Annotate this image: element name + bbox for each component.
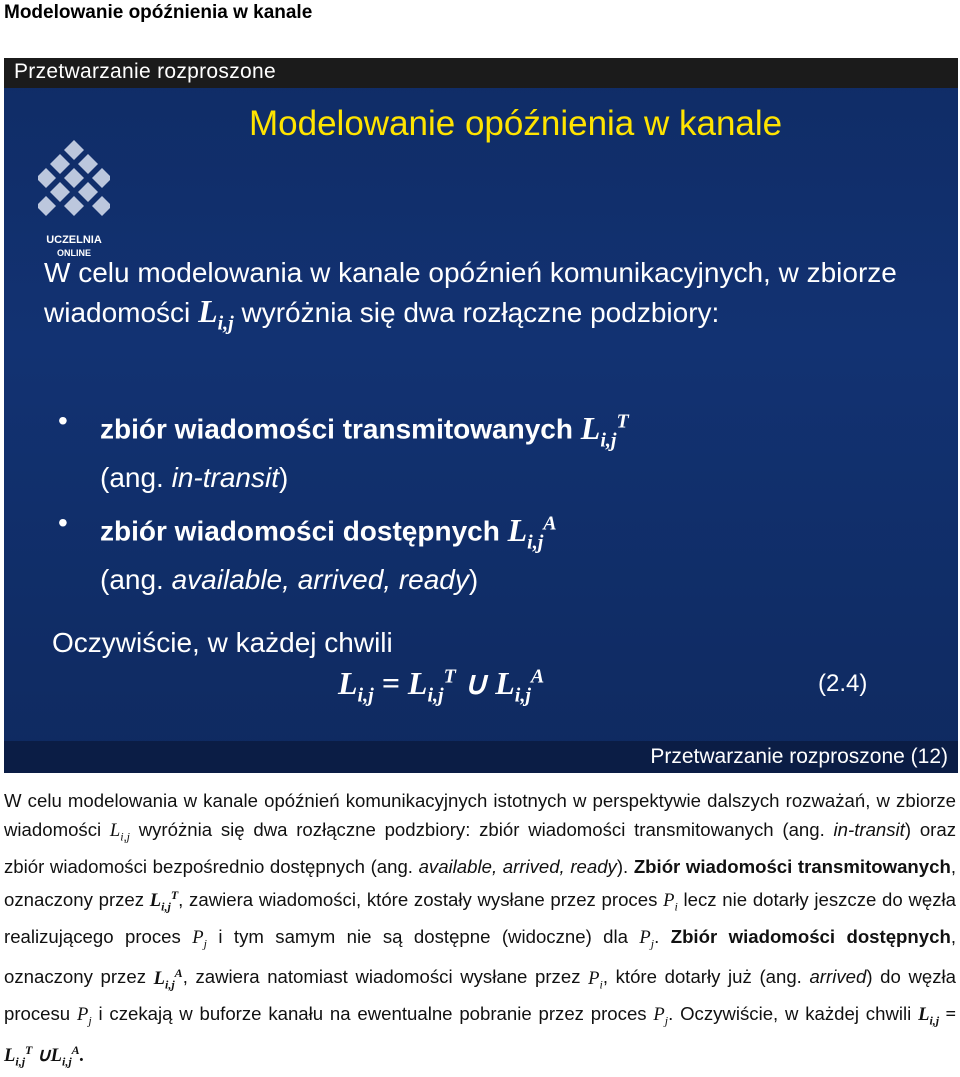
logo-text-online: ONLINE xyxy=(56,248,91,258)
symbol-lij-a: $L_{i,j}^A$ xyxy=(507,511,557,554)
slide-topbar-title: Przetwarzanie rozproszone xyxy=(14,60,276,83)
slide-conclusion: Oczywiście, w każdej chwili xyxy=(52,627,393,658)
slide: Przetwarzanie rozproszone UCZELNIA ONLINE Modelowanie opóźnienia w kanale W celu modelowania w kanale opóźnień komunikacyjnych, w zbiorze wiadomości $L_{i,j}$ wyróżnia się dwa rozłączne podzbiory: • zbiór wiadomości transmitowanych $L_{i,j}^T$ (ang. in-transit) • zbiór wiadomości dostępnych $L_{i,j}^A$ (ang. available, arrived, ready) Oczywiście, w każdej chwili $L_{i,j} = L_{i,j}^T$ ∪ $L_{i,j}^A$ (2.4) Przetwarzanie rozproszone (12) xyxy=(4,58,958,773)
symbol-lij: $L_{i,j}$ xyxy=(109,820,130,844)
slide-footer-text: Przetwarzanie rozproszone (12) xyxy=(650,745,948,768)
symbol-lij-a: $L_{i,j}^A$ xyxy=(153,965,183,992)
intro-text-end: wyróżnia się dwa rozłączne podzbiory: xyxy=(233,297,720,328)
slide-topbar xyxy=(4,58,958,88)
body-paragraph: W celu modelowania w kanale opóźnień komunikacyjnych istotnych w perspektywie dalszych rozważań, w zbiorze wiadomości $L_{i,j}$ wyróżnia się dwa rozłączne podzbiory: zbiór wiadomości transmitowanych (ang. in-transit) oraz zbiór wiadomości bezpośrednio dostępnych (ang. available, arrived, ready). Zbiór wiadomości transmitowanych, oznaczony przez $L_{i,j}^T$, zawiera wiadomości, które zostały wysłane przez proces $P_i$ lecz nie dotarły jeszcze do węzła realizującego proces $P_j$ i tym samym nie są dostępne (widoczne) dla $P_j$. Zbiór wiadomości dostępnych, oznaczony przez $L_{i,j}^A$, zawiera natomiast wiadomości wysłane przez $P_i$, które dotarły już (ang. arrived) do węzła procesu $P_j$ i czekają w buforze kanału na ewentualne pobranie przez proces $P_j$. Oczywiście, w każdej chwili $L_{i,j} = L_{i,j}^T$ $\cup L_{i,j}^A$. xyxy=(4,790,956,1069)
bullet-dot: • xyxy=(58,507,68,538)
symbol-pi: $P_i$ xyxy=(663,889,678,914)
logo-text-uczelnia: UCZELNIA xyxy=(46,234,102,246)
grid-logo-icon xyxy=(38,138,110,230)
symbol-pj: $P_j$ xyxy=(76,1004,92,1028)
slide-intro xyxy=(44,254,924,342)
symbol-lij-t: $L_{i,j}^T$ xyxy=(149,887,179,914)
intro-text: W celu modelowania w kanale opóźnień komunikacyjnych, w zbiorze wiadomości xyxy=(44,257,897,328)
page-heading: Modelowanie opóźnienia w kanale xyxy=(4,2,313,23)
symbol-pj: $P_j$ xyxy=(639,926,655,951)
symbol-pj: $P_j$ xyxy=(192,926,207,951)
bullet-dot: • xyxy=(58,405,68,436)
symbol-pi: $P_i$ xyxy=(588,967,603,992)
uczelnia-online-logo xyxy=(34,138,114,268)
term-transmitted: Zbiór wiadomości transmitowanych xyxy=(633,855,951,877)
inline-formula: $L_{i,j} = L_{i,j}^T$ $\cup L_{i,j}^A$. xyxy=(4,1004,956,1069)
slide-formula: $L_{i,j} = L_{i,j}^T$ ∪ $L_{i,j}^A$ xyxy=(338,665,545,707)
bullet-label: zbiór wiadomości dostępnych xyxy=(100,515,508,547)
slide-title: Modelowanie opóźnienia w kanale xyxy=(249,104,783,143)
bullet-label: zbiór wiadomości transmitowanych xyxy=(100,413,581,445)
symbol-pj: $P_j$ xyxy=(653,1004,669,1028)
symbol-lij: $L_{i,j}$ xyxy=(198,293,234,335)
symbol-lij-t: $L_{i,j}^T$ xyxy=(580,409,629,452)
equation-number: (2.4) xyxy=(818,670,868,697)
slide-footer xyxy=(4,741,958,773)
term-available: Zbiór wiadomości dostępnych xyxy=(670,925,951,947)
